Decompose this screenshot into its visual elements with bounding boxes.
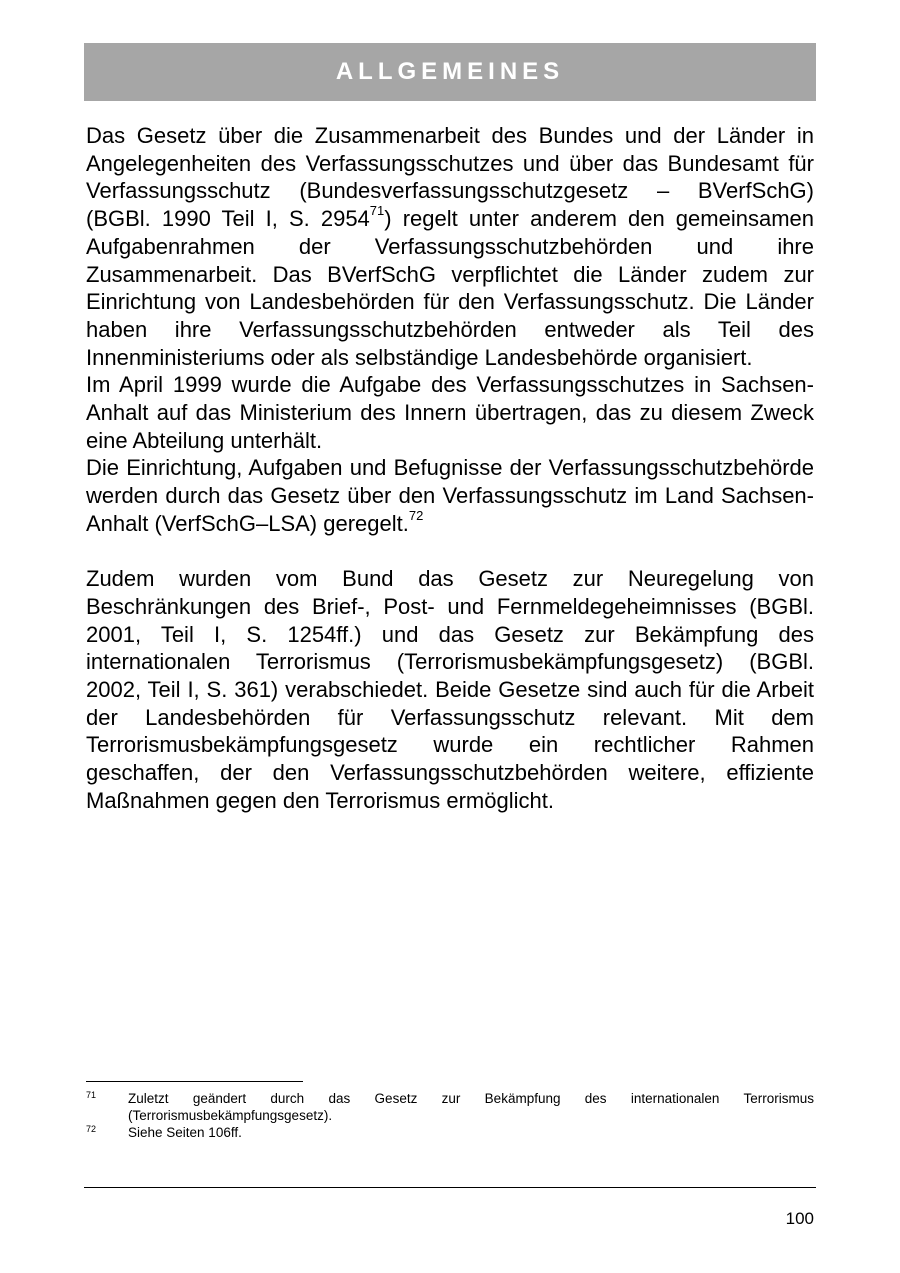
footnote-text: Zuletzt geändert durch das Gesetz zur Bekämpfung des internationalen Terrorismus (Terrorismusbekämpfungsgesetz). — [128, 1091, 814, 1123]
footnote-separator — [86, 1081, 303, 1082]
paragraph-1-text-a: Das Gesetz über die Zusammenarbeit des Bundes und der Länder in Angelegenheiten des Verfassungsschutzes und über das Bundesamt für Verfassungsschutz (Bundesverfassungsschutzgesetz – BVerfSchG) (BGBl. 1990 Teil I, S. 2954 — [86, 123, 814, 232]
page-number: 100 — [785, 1209, 814, 1228]
section-title: ALLGEMEINES — [335, 58, 565, 85]
footnote-71 — [86, 1090, 814, 1124]
paragraph-1 — [86, 122, 814, 371]
footer-rule — [84, 1187, 816, 1188]
paragraph-3-text: Die Einrichtung, Aufgaben und Befugnisse der Verfassungsschutzbehörde werden durch das Gesetz über den Verfassungsschutz im Land Sachsen-Anhalt (VerfSchG–LSA) geregelt. — [86, 455, 814, 536]
paragraph-2: Im April 1999 wurde die Aufgabe des Verfassungsschutzes in Sachsen-Anhalt auf das Ministerium des Innern übertragen, das zu diesem Zweck eine Abteilung unterhält. — [86, 372, 814, 453]
footnote-72 — [86, 1124, 814, 1141]
footnotes — [86, 1090, 814, 1141]
paragraph-1-text-b: ) regelt unter anderem den gemeinsamen Aufgabenrahmen der Verfassungsschutzbehörden und ihre Zusammenarbeit. Das BVerfSchG verpflichtet die Länder zudem zur Einrichtung von Landesbehörden für den Verfassungsschutz. Die Länder haben ihre Verfassungsschutzbehörden entweder als Teil des Innenministeriums oder als selbständige Landesbehörde organisiert. — [86, 206, 814, 370]
footnote-ref-71[interactable]: 71 — [369, 202, 385, 218]
footnote-number: 71 — [86, 1090, 97, 1100]
paragraph-3 — [86, 454, 814, 537]
footnote-text: Siehe Seiten 106ff. — [128, 1125, 242, 1140]
body-text — [86, 122, 814, 815]
footnote-number: 72 — [86, 1124, 97, 1134]
section-header-bar — [84, 43, 816, 101]
footnote-ref-72[interactable]: 72 — [408, 507, 424, 523]
paragraph-4: Zudem wurden vom Bund das Gesetz zur Neuregelung von Beschränkungen des Brief-, Post- und Fernmeldegeheimnisses (BGBl. 2001, Teil I, S. 1254ff.) und das Gesetz zur Bekämpfung des internationalen Terrorismus (Terrorismusbekämpfungsgesetz) (BGBl. 2002, Teil I, S. 361) verabschiedet. Beide Gesetze sind auch für die Arbeit der Landesbehörden für Verfassungsschutz relevant. Mit dem Terrorismusbekämpfungsgesetz wurde ein rechtlicher Rahmen geschaffen, der den Verfassungsschutzbehörden weitere, effiziente Maßnahmen gegen den Terrorismus ermöglicht. — [86, 566, 814, 813]
